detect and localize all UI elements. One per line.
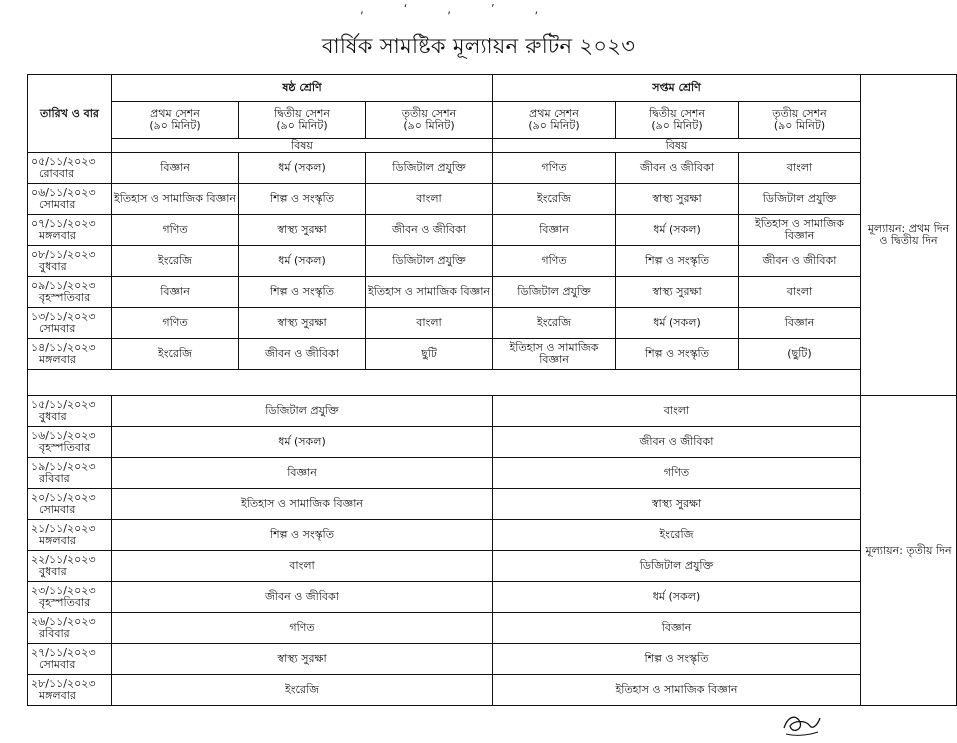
day-text: মঙ্গলবার	[39, 689, 76, 702]
class6-subject-cell: জীবন ও জীবিকা	[366, 215, 493, 246]
class6-subject-cell: বাংলা	[366, 308, 493, 339]
class6-subject-cell: শিল্প ও সংস্কৃতি	[239, 277, 366, 308]
date-cell	[28, 458, 112, 489]
class6-subject-cell: ডিজিটাল প্রযুক্তি	[366, 153, 493, 184]
date-text: ২৩/১১/২০২৩	[31, 584, 96, 597]
date-cell	[28, 215, 112, 246]
evaluation-note-part1: মূল্যায়ন: প্রথম দিন ও দ্বিতীয় দিন	[861, 75, 957, 396]
date-cell	[28, 489, 112, 520]
date-text: ০৮/১১/২০২৩	[31, 248, 96, 261]
routine-row	[28, 277, 957, 308]
class6-subject-cell: বাংলা	[366, 184, 493, 215]
class7-subject-cell: ইতিহাস ও সামাজিক বিজ্ঞান	[493, 339, 616, 370]
class6-subject-cell: গণিত	[112, 308, 239, 339]
day-text: বৃহস্পতিবার	[39, 441, 91, 454]
class7-subject-cell: (ছুটি)	[739, 339, 861, 370]
class7-subject-cell: বিজ্ঞান	[739, 308, 861, 339]
date-cell	[28, 339, 112, 370]
routine-row	[28, 520, 957, 551]
class6-subject-cell: শিল্প ও সংস্কৃতি	[239, 184, 366, 215]
page-title: বার্ষিক সামষ্টিক মূল্যায়ন রুটিন ২০২৩	[321, 34, 636, 58]
class6-subject-cell: স্বাস্থ্য সুরক্ষা	[239, 215, 366, 246]
class6-subject-cell: জীবন ও জীবিকা	[112, 582, 493, 613]
scan-marks: , ‘ , ’ ,	[360, 2, 557, 16]
class6-subject-cell: ডিজিটাল প্রযুক্তি	[366, 246, 493, 277]
class6-subject-cell: বিজ্ঞান	[112, 458, 493, 489]
class6-subject-cell: ছুটি	[366, 339, 493, 370]
routine-row	[28, 246, 957, 277]
class6-subject-cell: ইতিহাস ও সামাজিক বিজ্ঞান	[112, 184, 239, 215]
class7-subject-cell: শিল্প ও সংস্কৃতি	[616, 339, 739, 370]
class7-subject-cell: ডিজিটাল প্রযুক্তি	[493, 551, 861, 582]
routine-row	[28, 582, 957, 613]
class6-subject-cell: গণিত	[112, 613, 493, 644]
class7-subject-cell: স্বাস্থ্য সুরক্ষা	[616, 184, 739, 215]
class6-session1-header: প্রথম সেশন (৯০ মিনিট)	[112, 102, 239, 139]
date-text: ০৫/১১/২০২৩	[31, 155, 96, 168]
class7-subject-cell: শিল্প ও সংস্কৃতি	[616, 246, 739, 277]
day-text: মঙ্গলবার	[39, 229, 76, 242]
routine-row	[28, 308, 957, 339]
class7-subject-cell: ধর্ম (সকল)	[493, 582, 861, 613]
class7-subject-label: বিষয়	[493, 139, 861, 153]
date-cell	[28, 644, 112, 675]
date-text: ০৭/১১/২০২৩	[31, 217, 96, 230]
class6-subject-cell: বিজ্ঞান	[112, 153, 239, 184]
day-text: বুধবার	[39, 260, 67, 273]
day-text: বৃহস্পতিবার	[39, 596, 91, 609]
class6-subject-cell: ইংরেজি	[112, 246, 239, 277]
routine-row	[28, 215, 957, 246]
class7-subject-cell: ধর্ম (সকল)	[616, 215, 739, 246]
date-text: ১৫/১১/২০২৩	[31, 398, 96, 411]
date-cell	[28, 153, 112, 184]
class6-session3-header: তৃতীয় সেশন (৯০ মিনিট)	[366, 102, 493, 139]
class6-subject-cell: স্বাস্থ্য সুরক্ষা	[239, 308, 366, 339]
date-text: ২৭/১১/২০২৩	[31, 646, 96, 659]
day-text: সোমবার	[39, 198, 76, 211]
class7-subject-cell: বাংলা	[493, 396, 861, 427]
date-text: ১৪/১১/২০২৩	[31, 341, 96, 354]
day-text: সোমবার	[39, 658, 76, 671]
date-text: ১৬/১১/২০২৩	[31, 429, 96, 442]
class7-subject-cell: ধর্ম (সকল)	[616, 308, 739, 339]
date-cell	[28, 427, 112, 458]
class6-subject-cell: ধর্ম (সকল)	[112, 427, 493, 458]
gap-cell	[28, 370, 957, 396]
section-gap	[28, 370, 957, 396]
class6-subject-cell: ইংরেজি	[112, 675, 493, 706]
class7-subject-cell: জীবন ও জীবিকা	[739, 246, 861, 277]
date-text: ২১/১১/২০২৩	[31, 522, 96, 535]
class7-subject-cell: বিজ্ঞান	[493, 215, 616, 246]
date-cell	[28, 277, 112, 308]
date-cell	[28, 520, 112, 551]
evaluation-note-part2: মূল্যায়ন: তৃতীয় দিন	[861, 396, 957, 706]
date-cell	[28, 582, 112, 613]
date-cell	[28, 613, 112, 644]
class7-subject-cell: বাংলা	[739, 277, 861, 308]
day-text: রোববার	[39, 167, 75, 180]
routine-row	[28, 184, 957, 215]
class7-subject-cell: ইংরেজি	[493, 308, 616, 339]
date-text: ০৬/১১/২০২৩	[31, 186, 96, 199]
date-text: ২২/১১/২০২৩	[31, 553, 96, 566]
routine-row	[28, 427, 957, 458]
class7-header: সপ্তম শ্রেণি	[493, 75, 861, 102]
class6-subject-cell: স্বাস্থ্য সুরক্ষা	[112, 644, 493, 675]
class6-subject-cell: ইংরেজি	[112, 339, 239, 370]
class6-subject-cell: গণিত	[112, 215, 239, 246]
day-text: মঙ্গলবার	[39, 353, 76, 366]
signature	[780, 710, 822, 738]
day-text: সোমবার	[39, 322, 76, 335]
class7-subject-cell: গণিত	[493, 458, 861, 489]
class6-subject-cell: ইতিহাস ও সামাজিক বিজ্ঞান	[366, 277, 493, 308]
class6-session2-header: দ্বিতীয় সেশন (৯০ মিনিট)	[239, 102, 366, 139]
day-text: বৃহস্পতিবার	[39, 291, 91, 304]
class7-subject-cell: বাংলা	[739, 153, 861, 184]
routine-table	[27, 74, 957, 706]
class6-subject-cell: বাংলা	[112, 551, 493, 582]
routine-row	[28, 396, 957, 427]
class7-subject-cell: ডিজিটাল প্রযুক্তি	[739, 184, 861, 215]
date-text: ১৯/১১/২০২৩	[31, 460, 96, 473]
date-text: ২৮/১১/২০২৩	[31, 677, 96, 690]
class7-subject-cell: স্বাস্থ্য সুরক্ষা	[616, 277, 739, 308]
class7-subject-cell: ডিজিটাল প্রযুক্তি	[493, 277, 616, 308]
date-cell	[28, 396, 112, 427]
class7-subject-cell: ইংরেজি	[493, 184, 616, 215]
day-text: রবিবার	[39, 627, 70, 640]
class7-subject-cell: বিজ্ঞান	[493, 613, 861, 644]
routine-row	[28, 153, 957, 184]
day-text: মঙ্গলবার	[39, 534, 76, 547]
routine-row	[28, 551, 957, 582]
day-text: বুধবার	[39, 410, 67, 423]
class7-subject-cell: গণিত	[493, 153, 616, 184]
class6-subject-cell: শিল্প ও সংস্কৃতি	[112, 520, 493, 551]
date-text: ২৬/১১/২০২৩	[31, 615, 96, 628]
routine-row	[28, 458, 957, 489]
class7-subject-cell: স্বাস্থ্য সুরক্ষা	[493, 489, 861, 520]
date-text: ০৯/১১/২০২৩	[31, 279, 96, 292]
class7-subject-cell: ইংরেজি	[493, 520, 861, 551]
date-cell	[28, 246, 112, 277]
date-text: ১৩/১১/২০২৩	[31, 310, 96, 323]
class6-subject-cell: জীবন ও জীবিকা	[239, 339, 366, 370]
class6-header: ষষ্ঠ শ্রেণি	[112, 75, 493, 102]
class6-subject-cell: ডিজিটাল প্রযুক্তি	[112, 396, 493, 427]
day-text: বুধবার	[39, 565, 67, 578]
class6-subject-cell: বিজ্ঞান	[112, 277, 239, 308]
date-cell	[28, 551, 112, 582]
class7-subject-cell: শিল্প ও সংস্কৃতি	[493, 644, 861, 675]
day-text: রবিবার	[39, 472, 70, 485]
class7-subject-cell: ইতিহাস ও সামাজিক বিজ্ঞান	[493, 675, 861, 706]
routine-row	[28, 339, 957, 370]
class6-subject-cell: ইতিহাস ও সামাজিক বিজ্ঞান	[112, 489, 493, 520]
routine-row	[28, 644, 957, 675]
class7-subject-cell: জীবন ও জীবিকা	[493, 427, 861, 458]
class6-subject-cell: ধর্ম (সকল)	[239, 153, 366, 184]
class7-subject-cell: ইতিহাস ও সামাজিক বিজ্ঞান	[739, 215, 861, 246]
date-cell	[28, 675, 112, 706]
class6-subject-cell: ধর্ম (সকল)	[239, 246, 366, 277]
date-text: ২০/১১/২০২৩	[31, 491, 96, 504]
class6-subject-label: বিষয়	[112, 139, 493, 153]
routine-row	[28, 489, 957, 520]
class7-subject-cell: জীবন ও জীবিকা	[616, 153, 739, 184]
class7-session2-header: দ্বিতীয় সেশন (৯০ মিনিট)	[616, 102, 739, 139]
routine-row	[28, 675, 957, 706]
date-cell	[28, 308, 112, 339]
date-day-header: তারিখ ও বার	[28, 75, 112, 153]
class7-session3-header: তৃতীয় সেশন (৯০ মিনিট)	[739, 102, 861, 139]
routine-row	[28, 613, 957, 644]
date-cell	[28, 184, 112, 215]
class7-session1-header: প্রথম সেশন (৯০ মিনিট)	[493, 102, 616, 139]
day-text: সোমবার	[39, 503, 76, 516]
class7-subject-cell: গণিত	[493, 246, 616, 277]
